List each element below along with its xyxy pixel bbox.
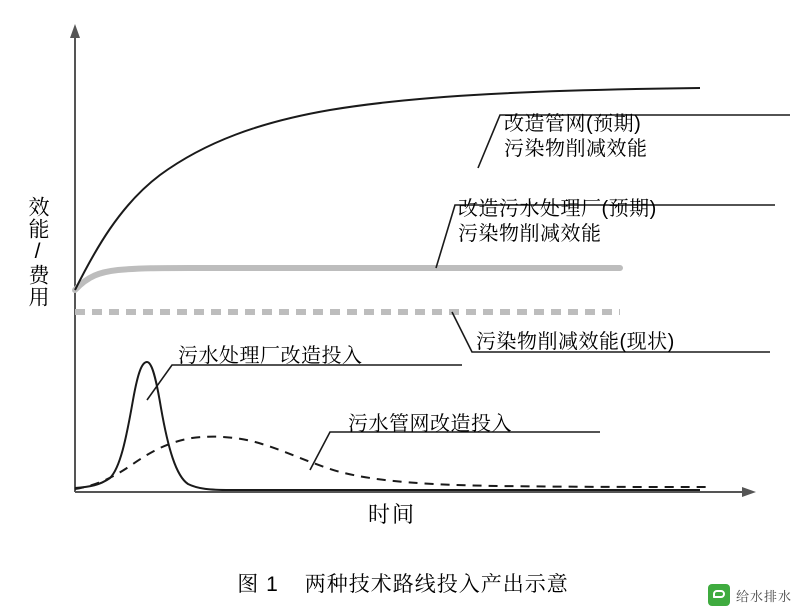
x-axis-title: 时间 (368, 502, 417, 527)
annotation-pipe-network-expected (504, 112, 648, 162)
annotation-wwtp-expected (458, 197, 657, 247)
annotation-pipe-network-expected-line2: 污染物削减效能 (504, 138, 648, 160)
watermark (708, 584, 792, 606)
y-axis-arrow (70, 24, 80, 38)
x-axis-arrow (742, 487, 756, 497)
figure-caption-text: 两种技术路线投入产出示意 (304, 573, 569, 596)
annotation-pipe-network-expected-line1: 改造管网(预期) (504, 113, 642, 135)
leader-sewer-investment (310, 432, 600, 470)
annotation-wwtp-expected-line2: 污染物削减效能 (458, 223, 602, 245)
y-axis-title: 效能/费用 (26, 196, 49, 308)
figure-caption-number: 图 1 (237, 573, 279, 596)
watermark-text: 给水排水 (735, 588, 792, 604)
annotation-sewer-investment: 污水管网改造投入 (348, 413, 512, 435)
leader-wwtp-investment (147, 365, 462, 400)
wechat-icon (708, 584, 730, 606)
series-sewer-investment (75, 437, 712, 489)
annotation-current-status: 污染物削减效能(现状) (476, 331, 675, 353)
annotation-wwtp-investment: 污水处理厂改造投入 (178, 345, 363, 367)
figure-caption (0, 568, 806, 598)
series-wwtp-expected (75, 268, 620, 290)
annotation-wwtp-expected-line1: 改造污水处理厂(预期) (458, 198, 657, 220)
